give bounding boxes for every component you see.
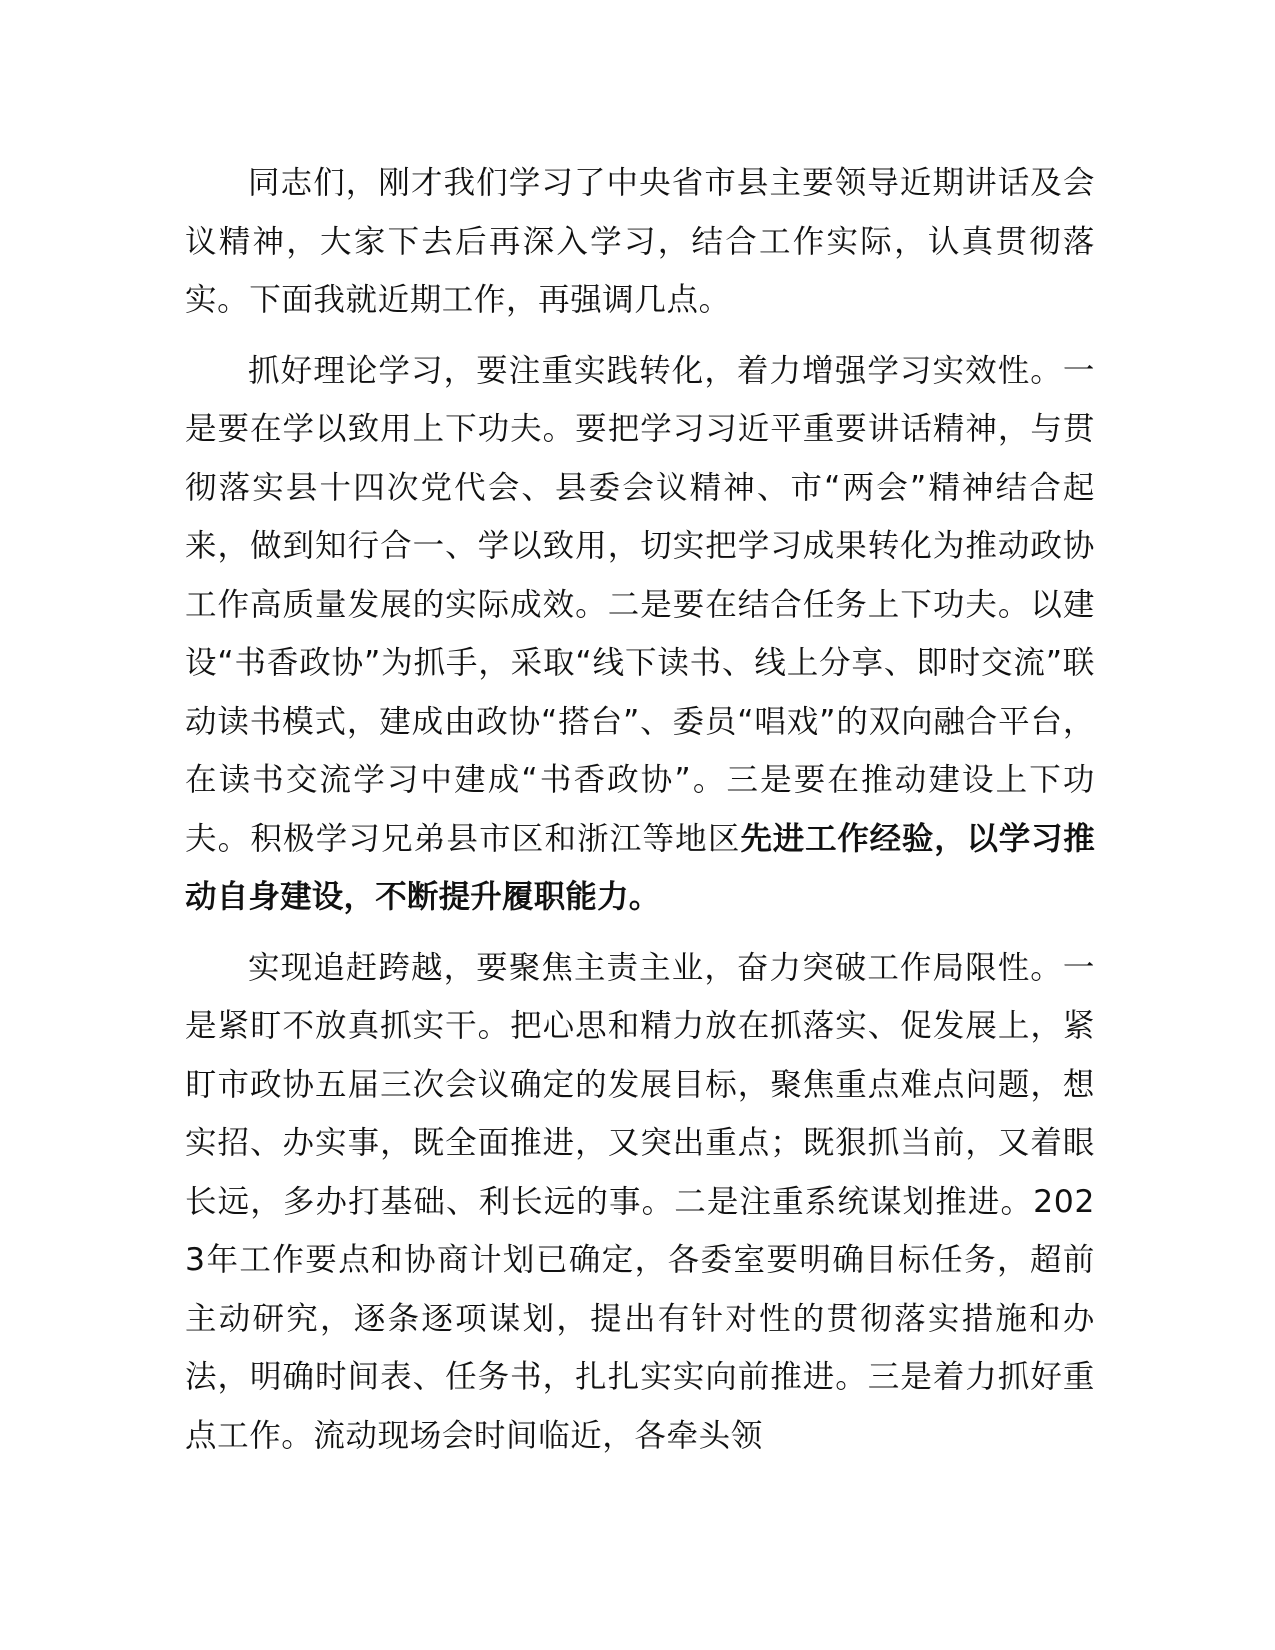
paragraph-catch-up [185,939,1095,1466]
paragraph-text: 同志们，刚才我们学习了中央省市县主要领导近期讲话及会议精神，大家下去后再深入学习，结合工作实际，认真贯彻落实。下面我就近期工作，再强调几点。 [185,165,1095,318]
paragraph-text: 实现追赶跨越，要聚焦主责主业，奋力突破工作局限性。一是紧盯不放真抓实干。把心思和精力放在抓落实、促发展上，紧盯市政协五届三次会议确定的发展目标，聚焦重点难点问题，想实招、办实事，既全面推进，又突出重点；既狠抓当前，又着眼长远，多办打基础、利长远的事。二是注重系统谋划推进。2023年工作要点和协商计划已确定，各委室要明确目标任务，超前主动研究，逐条逐项谋划，提出有针对性的贯彻落实措施和办法，明确时间表、任务书，扎扎实实向前推进。三是着力抓好重点工作。流动现场会时间临近，各牵头领 [185,949,1095,1454]
paragraph-bold-tail: 先进工作经验，以学习推动自身建设，不断提升履职能力。 [185,820,1096,915]
paragraph-opening [185,154,1095,330]
document-body [185,154,1095,1465]
paragraph-theory-study [185,342,1095,927]
paragraph-text: 抓好理论学习，要注重实践转化，着力增强学习实效性。一是要在学以致用上下功夫。要把学习习近平重要讲话精神，与贯彻落实县十四次党代会、县委会议精神、市“两会”精神结合起来，做到知行合一、学以致用，切实把学习成果转化为推动政协工作高质量发展的实际成效。二是要在结合任务上下功夫。以建设“书香政协”为抓手，采取“线下读书、线上分享、即时交流”联动读书模式，建成由政协“搭台”、委员“唱戏”的双向融合平台，在读书交流学习中建成“书香政协”。三是要在推动建设上下功夫。积极学习兄弟县市区和浙江等地区 [185,352,1095,857]
